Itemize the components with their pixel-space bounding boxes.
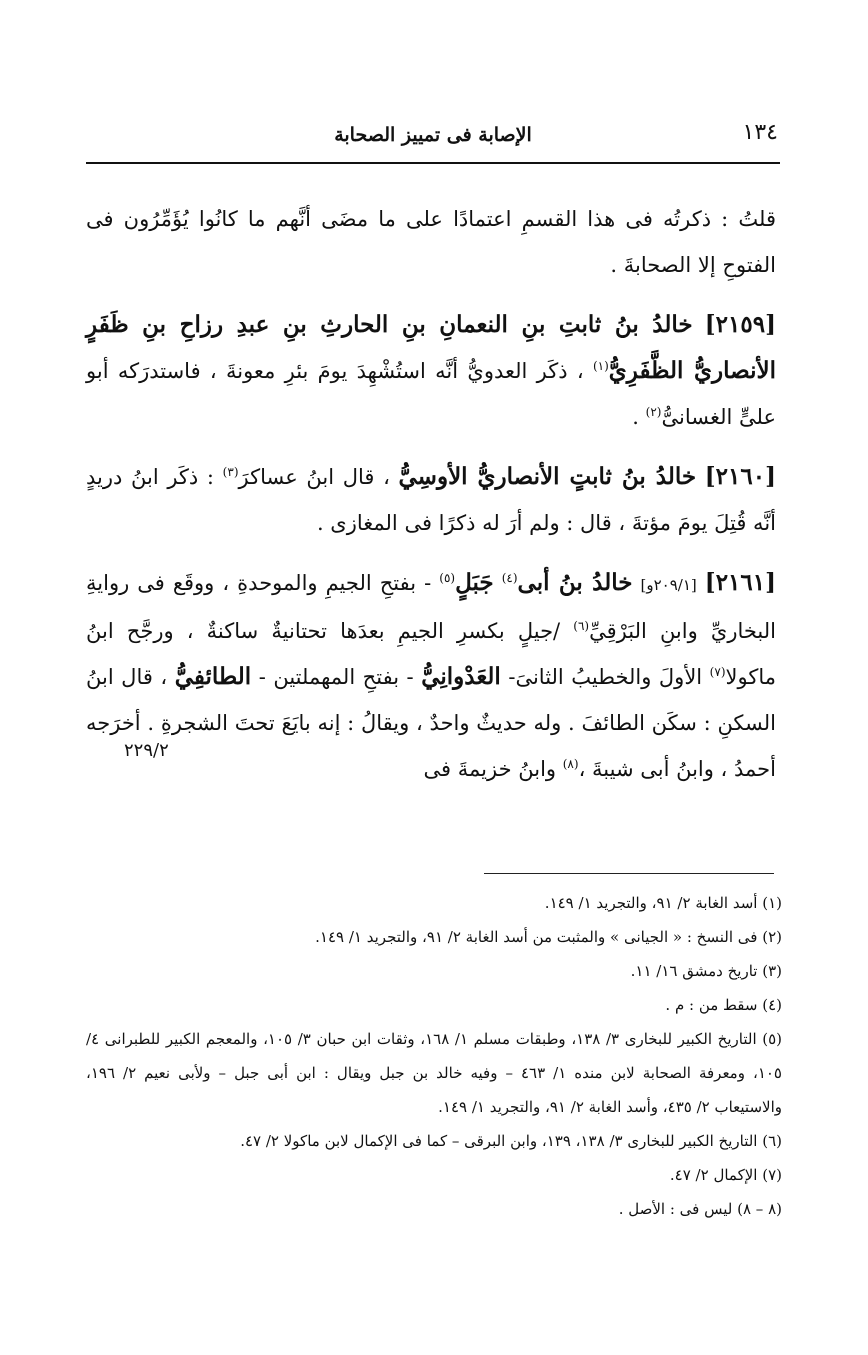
page-number: ١٣٤ [742, 120, 778, 145]
footnote-marker: (٨) [562, 757, 579, 771]
footnote: (٢) فى النسخ : « الجيانى » والمثبت من أسد الغابة ٢/ ٩١، والتجريد ١/ ١٤٩. [315, 928, 782, 946]
footnote: (٣) تاريخ دمشق ١٦/ ١١. [630, 962, 782, 980]
footnote-marker: (٥) [439, 571, 456, 585]
manuscript-ref: [٢٠٩/١و] [640, 576, 697, 594]
entry-2160 [86, 454, 776, 546]
entry-text: ، قال ابنُ السكنِ : سكَن الطائفَ . وله حديثٌ واحدٌ ، ويقالُ : إنه بايَعَ تحتَ الشجرةِ . أخرَجه أحمدُ ، وابنُ أبى شيبةَ ، [86, 665, 776, 781]
footnotes [86, 886, 782, 1226]
entry-2159 [86, 302, 776, 440]
footnote: (٦) التاريخ الكبير للبخارى ٣/ ١٣٨، ١٣٩، وابن البرقى – كما فى الإكمال لابن ماكولا ٢/ ٤٧. [240, 1132, 782, 1150]
footnote: (٤) سقط من : م . [665, 996, 782, 1014]
footnote-marker: (٦) [573, 619, 590, 633]
footnote-marker: (١) [592, 359, 609, 373]
entry-name: خالدُ بنُ أبى [517, 569, 633, 596]
entry-text: : ذكَر ابنُ دريدٍ أنَّه قُتِلَ يومَ مؤتةَ ، قال : ولم أرَ له ذكرًا فى المغازى . [86, 465, 776, 535]
entry-nisba: الطائفِيُّ [174, 663, 252, 690]
running-title: الإصابة فى تمييز الصحابة [334, 124, 532, 146]
entry-2161 [86, 560, 776, 792]
footnote-marker: (٣) [222, 465, 239, 479]
entry-number: [٢١٦١] [704, 569, 776, 596]
footnote-marker: (٧) [709, 665, 726, 679]
entry-text: - بفتحِ المهملتين - [258, 665, 414, 689]
entry-text: /جيلٍ بكسرِ الجيمِ بعدَها تحتانيةٌ ساكنةٌ ، ورجَّح ابنُ ماكولا [86, 619, 776, 689]
entry-text: وابنُ خزيمةَ فى [423, 757, 557, 781]
footnote: (٧) الإكمال ٢/ ٤٧. [669, 1166, 782, 1184]
entry-name: خالدُ بنُ ثابتٍ الأنصاريُّ الأوسِيُّ [398, 463, 697, 490]
footnote-rule [484, 873, 774, 874]
entry-text: الأولَ والخطيبُ الثانىَ- [508, 665, 703, 689]
entry-text: ، ذكَر العدويُّ أنَّه استُشْهِدَ يومَ بئرِ معونةَ ، فاستدرَكه أبو علىٍّ الغسانىُّ [86, 359, 776, 429]
footnote: (٨ – ٨) ليس فى : الأصل . [618, 1200, 782, 1218]
footnote: (٥) التاريخ الكبير للبخارى ٣/ ١٣٨، وطبقات مسلم ١/ ١٦٨، وثقات ابن حبان ٣/ ١٠٥، والمعجم الكبير للطبرانى ٤/ ١٠٥، ومعرفة الصحابة لابن منده ١/ ٤٦٣ – وفيه خالد بن جبل ويقال : ابن أبى جبل – ولأبى نعيم ٢/ ١٩٦، والاستيعاب ٢/ ٤٣٥، وأسد الغابة ٢/ ٩١، والتجريد ١/ ١٤٩. [86, 1030, 783, 1116]
footnote-marker: (٤) [501, 571, 518, 585]
entry-nisba: العَدْوانِيُّ [421, 663, 501, 690]
page-header [88, 116, 778, 156]
main-text [86, 196, 776, 806]
entry-number: [٢١٥٩] [704, 311, 776, 338]
entry-text: - بفتحِ الجيمِ والموحدةِ ، ووقَع فى روايةِ البخاريِّ وابنِ البَرْقِيِّ [86, 571, 776, 643]
footnote: (١) أسد الغابة ٢/ ٩١، والتجريد ١/ ١٤٩. [544, 894, 782, 912]
entry-name: جَبَلٍ [455, 569, 494, 596]
header-rule [86, 162, 780, 164]
entry-text: ، قال ابنُ عساكرَ [238, 465, 390, 489]
margin-reference: ٢٢٩/٢ [124, 740, 169, 761]
paragraph-intro: قلتُ : ذكرتُه فى هذا القسمِ اعتمادًا على ما مضَى أنَّهم ما كانُوا يُؤَمِّرُون فى الفتوحِ إلا الصحابةَ . [86, 207, 776, 277]
entry-end: . [632, 405, 639, 429]
footnote-marker: (٢) [645, 405, 662, 419]
entry-name: خالدُ بنُ ثابتِ بنِ النعمانِ بنِ الحارثِ بنِ عبدِ رزاحِ بنِ ظَفَرٍ الأنصاريُّ الظَّفَرِيُّ [86, 311, 776, 384]
entry-number: [٢١٦٠] [704, 463, 776, 490]
